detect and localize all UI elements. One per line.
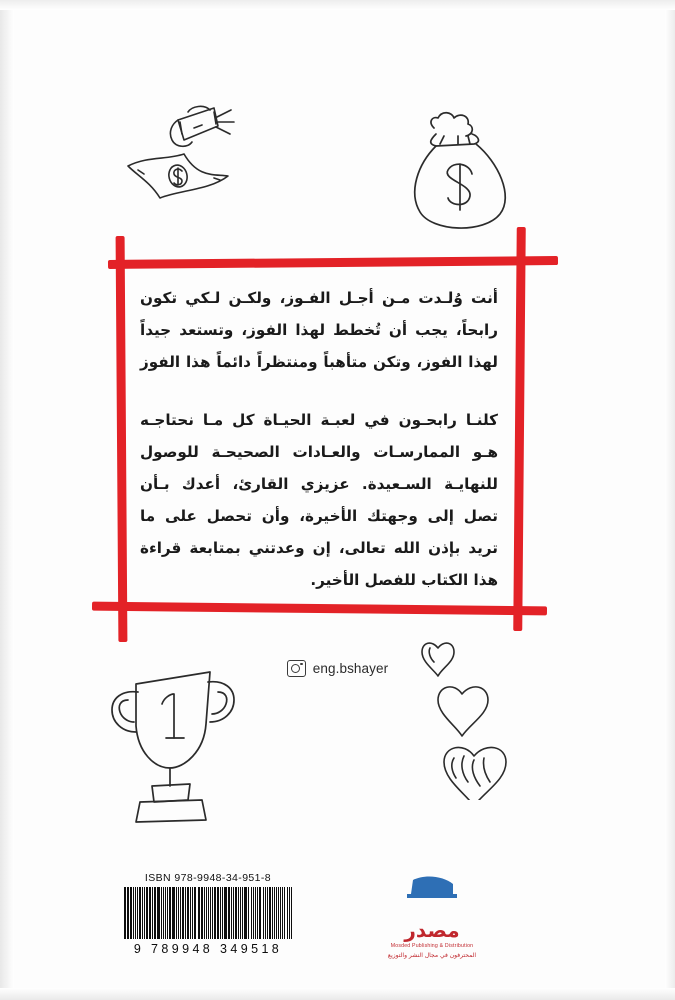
blurb-paragraph-2: كلنـا رابحـون في لعبـة الحيـاة كل مـا نحتاجـه هـو الممارسـات والعـادات الصحيحـة للوصول للنهايـة السـعيدة. عزيزي القارئ، أعدك بـأن تصل إلى وجهتك الأخيرة، وأن تحصل على ما تريد بإذن الله تعالى، إن وعدتني بمتابعة قراءة هذا الكتاب للفصل الأخير. [140, 411, 498, 589]
isbn-barcode [124, 872, 292, 956]
page-edge-top [0, 0, 675, 10]
page-edge-bottom [0, 988, 675, 1000]
social-handle [0, 660, 675, 677]
barcode-bars [124, 887, 292, 939]
frame-stroke-right [513, 227, 526, 631]
publisher-name-en: Mosded Publishing & Distribution [390, 943, 474, 949]
frame-stroke-top [108, 256, 558, 269]
publisher-logo [372, 874, 492, 959]
page-edge-right [665, 0, 675, 1000]
frame-stroke-bottom [92, 602, 547, 616]
banknote-and-megaphone-doodle [118, 100, 258, 234]
publisher-tagline: المحترفون في مجال النشر والتوزيع [387, 952, 477, 959]
publisher-mark-icon [377, 874, 487, 920]
trophy-doodle [78, 660, 258, 854]
social-handle-text: eng.bshayer [312, 661, 389, 676]
instagram-camera-icon [287, 660, 306, 677]
blurb-paragraph-1: أنت وُلـدت مـن أجـل الفـوز، ولكـن لـكي تكون رابحاً، يجب أن تُخطط لهذا الفوز، وتستعد جيداً لهذا الفوز، وتكن متأهباً ومنتظراً دائماً هذا الفوز [140, 289, 498, 371]
publisher-name-ar: مصدر [404, 918, 460, 942]
hearts-doodle [420, 630, 530, 804]
isbn-label: ISBN 978-9948-34-951-8 [144, 872, 272, 884]
blurb-text-block [140, 282, 498, 596]
page-edge-left [0, 0, 14, 1000]
barcode-digits: 9 789948 349518 [133, 942, 283, 956]
frame-stroke-left [116, 236, 128, 642]
